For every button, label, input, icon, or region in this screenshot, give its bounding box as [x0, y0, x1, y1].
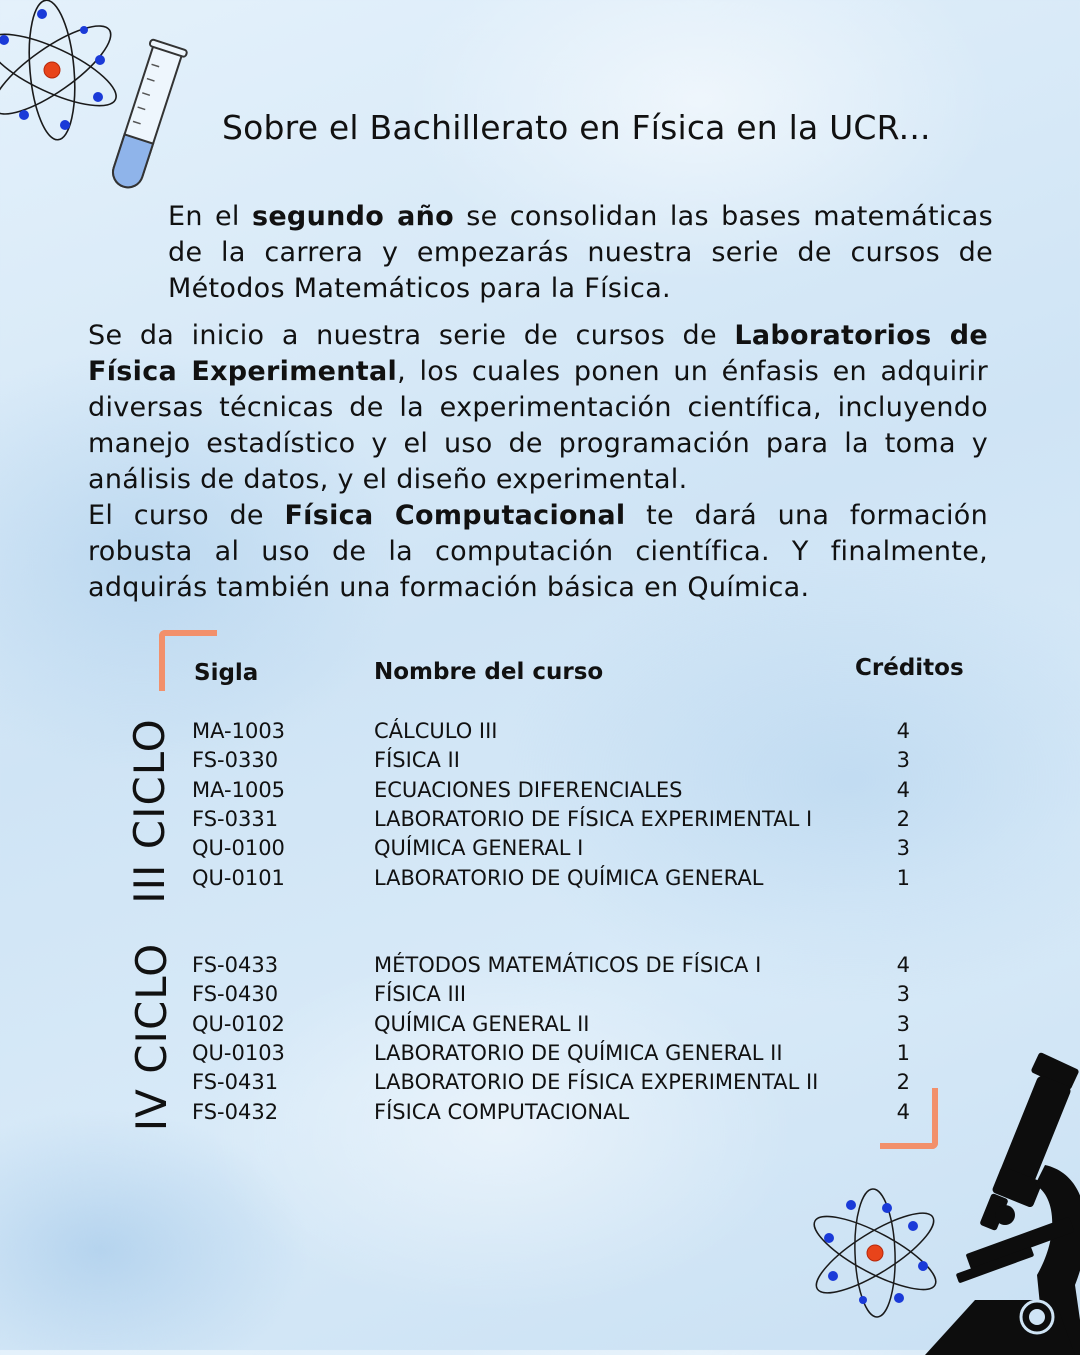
course-row — [0, 951, 1080, 980]
course-name: QUÍMICA GENERAL II — [374, 1011, 590, 1036]
column-header-sigla: Sigla — [194, 660, 259, 686]
course-name: QUÍMICA GENERAL I — [374, 836, 584, 861]
course-credits: 4 — [896, 1099, 910, 1124]
course-credits: 1 — [896, 1040, 910, 1065]
intro-paragraph-2: Se da inicio a nuestra serie de cursos de Laboratorios de Física Experimental, los cuales ponen un énfasis en adquirir diversas técnicas de la experimentación científica, incluyendo manejo estadístico y el uso de programación para la toma y análisis de datos, y el diseño experimental. — [88, 320, 988, 495]
course-code: FS-0430 — [192, 982, 279, 1007]
intro-body — [88, 318, 988, 606]
course-name: LABORATORIO DE FÍSICA EXPERIMENTAL I — [374, 806, 813, 831]
course-row — [0, 834, 1080, 863]
course-name: FÍSICA II — [374, 748, 460, 773]
course-row — [0, 776, 1080, 805]
course-name: ECUACIONES DIFERENCIALES — [374, 777, 683, 802]
course-code: QU-0102 — [192, 1011, 285, 1036]
test-tube-icon — [100, 35, 190, 205]
course-code: QU-0101 — [192, 865, 285, 890]
course-row — [0, 1010, 1080, 1039]
course-row — [0, 864, 1080, 893]
course-credits: 2 — [896, 806, 910, 831]
course-code: MA-1003 — [192, 719, 286, 743]
course-credits: 2 — [896, 1070, 910, 1095]
course-name: CÁLCULO III — [374, 719, 498, 743]
course-credits: 4 — [896, 777, 910, 802]
course-row — [0, 805, 1080, 834]
page-title: Sobre el Bachillerato en Física en la UCR... — [222, 108, 931, 147]
course-row — [0, 717, 1080, 746]
course-code: MA-1005 — [192, 777, 286, 802]
course-code: FS-0432 — [192, 1099, 279, 1124]
course-name: LABORATORIO DE FÍSICA EXPERIMENTAL II — [374, 1070, 819, 1095]
course-name: FÍSICA COMPUTACIONAL — [374, 1099, 630, 1124]
course-credits: 4 — [896, 953, 910, 977]
course-code: FS-0433 — [192, 953, 279, 977]
course-row — [0, 980, 1080, 1009]
course-name: FÍSICA III — [374, 982, 467, 1007]
course-name: MÉTODOS MATEMÁTICOS DE FÍSICA I — [374, 953, 762, 977]
course-credits: 3 — [896, 836, 910, 861]
course-credits: 3 — [896, 982, 910, 1007]
course-credits: 4 — [896, 719, 910, 743]
course-row — [0, 746, 1080, 775]
course-row — [0, 1068, 1080, 1097]
course-code: QU-0100 — [192, 836, 285, 861]
ciclo-label-iii: III CICLO — [125, 718, 174, 904]
column-header-creditos: Créditos — [855, 655, 964, 681]
course-code: FS-0331 — [192, 806, 279, 831]
course-credits: 1 — [896, 865, 910, 890]
course-credits: 3 — [896, 748, 910, 773]
course-name: LABORATORIO DE QUÍMICA GENERAL II — [374, 1040, 783, 1065]
course-code: FS-0330 — [192, 748, 279, 773]
microscope-icon — [925, 1055, 1080, 1355]
course-code: FS-0431 — [192, 1070, 279, 1095]
column-header-nombre: Nombre del curso — [374, 659, 604, 685]
atom-icon-bottom — [805, 1188, 945, 1318]
intro-paragraph-3: El curso de Física Computacional te dará una formación robusta al uso de la computación científica. Y finalmente, adquirás también una formación básica en Química. — [88, 500, 989, 603]
ciclo-label-iv: IV CICLO — [127, 942, 176, 1132]
course-credits: 3 — [896, 1011, 910, 1036]
course-name: LABORATORIO DE QUÍMICA GENERAL — [374, 865, 764, 890]
course-row — [0, 1039, 1080, 1068]
course-row — [0, 1098, 1080, 1127]
intro-paragraph-1: En el segundo año se consolidan las bases matemáticas de la carrera y empezarás nuestra serie de cursos de Métodos Matemáticos para la Física. — [168, 201, 994, 304]
course-code: QU-0103 — [192, 1040, 285, 1065]
